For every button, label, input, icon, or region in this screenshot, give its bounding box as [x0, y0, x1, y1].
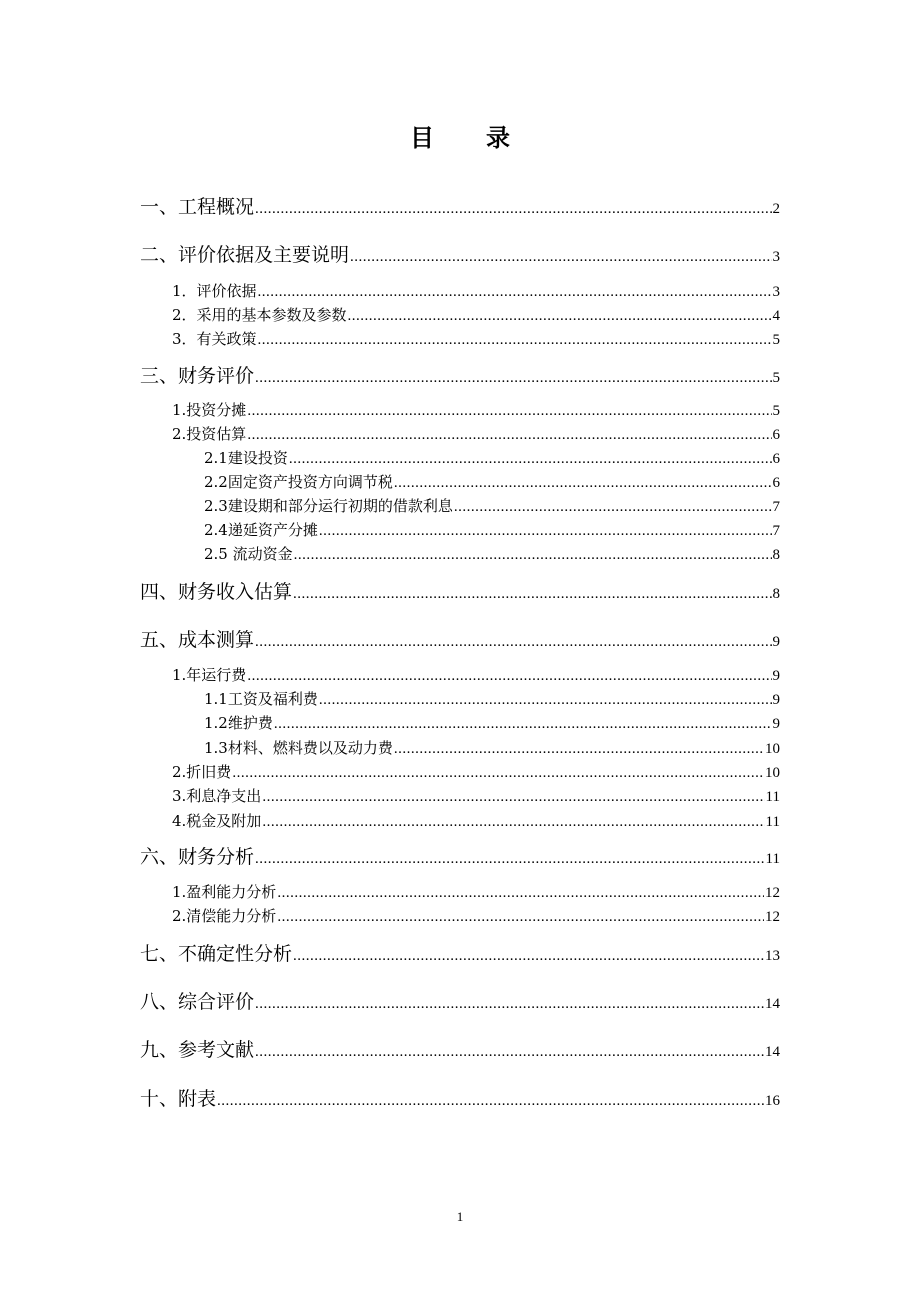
toc-entry-page: 11: [765, 851, 780, 867]
toc-leader-dots: [255, 997, 764, 1012]
toc-entry-text: 2.4递延资产分摊: [204, 521, 318, 539]
toc-entry-text: 1.3材料、燃料费以及动力费: [204, 739, 393, 757]
toc-entry-page: 14: [765, 996, 780, 1012]
toc-leader-dots: [293, 949, 764, 964]
toc-leader-dots: [394, 476, 772, 491]
toc-leader-dots: [258, 285, 772, 300]
toc-entry-text: 2.投资估算: [172, 425, 247, 443]
toc-leader-dots: [255, 852, 765, 867]
toc-entry-page: 11: [765, 789, 780, 805]
toc-leader-dots: [217, 1094, 764, 1109]
toc-entry-page: 8: [772, 547, 780, 563]
toc-leader-dots: [255, 635, 771, 650]
toc-entry-text: 2.清偿能力分析: [172, 907, 277, 925]
toc-leader-dots: [274, 717, 772, 732]
toc-entry-text: 3.利息净支出: [172, 787, 262, 805]
toc-leader-dots: [262, 815, 764, 830]
toc-entry-text: 2.2固定资产投资方向调节税: [204, 473, 393, 491]
toc-entry-text: 八、综合评价: [140, 991, 255, 1013]
toc-leader-dots: [350, 250, 771, 265]
toc-leader-dots: [255, 202, 771, 217]
toc-title-part1: 目: [410, 124, 434, 152]
toc-entry-text: 七、不确定性分析: [140, 943, 293, 965]
toc-entry-text: 四、财务收入估算: [140, 581, 293, 603]
toc-entry-page: 5: [772, 403, 780, 419]
toc-entry-page: 10: [765, 741, 780, 757]
toc-entry-page: 8: [772, 586, 780, 602]
toc-entry-text: 五、成本测算: [140, 629, 255, 651]
toc-leader-dots: [247, 669, 771, 684]
toc-entry-page: 4: [772, 308, 780, 324]
toc-leader-dots: [294, 548, 772, 563]
toc-entry-page: 7: [772, 523, 780, 539]
toc-leader-dots: [247, 428, 771, 443]
toc-leader-dots: [258, 333, 772, 348]
toc-entry-page: 12: [765, 909, 780, 925]
toc-entry-text: 1.2维护费: [204, 714, 273, 732]
toc-leader-dots: [255, 1045, 764, 1060]
toc-entry-text: 二、评价依据及主要说明: [140, 244, 350, 266]
toc-entry-page: 5: [772, 370, 780, 386]
toc-entry-page: 7: [772, 499, 780, 515]
toc-title-part2: 录: [486, 124, 510, 152]
toc-entry-text: 一、工程概况: [140, 196, 255, 218]
toc-entry-page: 2: [772, 201, 780, 217]
toc-leader-dots: [232, 766, 764, 781]
toc-entry-text: 1.投资分摊: [172, 401, 247, 419]
toc-entry-page: 9: [772, 692, 780, 708]
toc-entry-text: 1.盈利能力分析: [172, 883, 277, 901]
toc-entry-page: 16: [765, 1093, 780, 1109]
toc-entry-text: 4.税金及附加: [172, 812, 262, 830]
toc-entry-text: 1.1工资及福利费: [204, 690, 318, 708]
toc-entry-text: 2.3建设期和部分运行初期的借款利息: [204, 497, 453, 515]
page-number: 1: [456, 1209, 464, 1224]
toc-leader-dots: [277, 886, 764, 901]
toc-entry-text: 1．评价依据: [172, 282, 257, 300]
toc-entry-text: 三、财务评价: [140, 365, 255, 387]
toc-leader-dots: [319, 693, 772, 708]
toc-leader-dots: [293, 587, 771, 602]
toc-entry-page: 9: [772, 668, 780, 684]
toc-entry-text: 3．有关政策: [172, 330, 257, 348]
toc-entry-text: 1.年运行费: [172, 666, 247, 684]
toc-entry-page: 6: [772, 475, 780, 491]
toc-entry-text: 六、财务分析: [140, 846, 255, 868]
toc-entry-text: 十、附表: [140, 1088, 217, 1110]
toc-entry-page: 6: [772, 427, 780, 443]
toc-leader-dots: [255, 371, 771, 386]
toc-leader-dots: [348, 309, 772, 324]
toc-entry-page: 3: [772, 284, 780, 300]
toc-entry-text: 九、参考文献: [140, 1039, 255, 1061]
toc-title: [0, 118, 920, 153]
toc-leader-dots: [277, 910, 764, 925]
toc-entry-page: 12: [765, 885, 780, 901]
toc-leader-dots: [319, 524, 772, 539]
toc-entry-text: 2.5 流动资金: [204, 545, 293, 563]
toc-entry-page: 11: [765, 814, 780, 830]
toc-entry-text: 2.1建设投资: [204, 449, 288, 467]
toc-entry-page: 3: [772, 249, 780, 265]
toc-entry-page: 9: [772, 634, 780, 650]
toc-leader-dots: [262, 790, 764, 805]
toc-leader-dots: [247, 404, 771, 419]
toc-entry-page: 9: [772, 716, 780, 732]
toc-entry-page: 10: [765, 765, 780, 781]
toc-entry-page: 5: [772, 332, 780, 348]
toc-leader-dots: [289, 452, 772, 467]
toc-entry-page: 14: [765, 1044, 780, 1060]
toc-leader-dots: [394, 742, 764, 757]
toc-leader-dots: [454, 500, 772, 515]
toc-entry-page: 6: [772, 451, 780, 467]
toc-entry-page: 13: [765, 948, 780, 964]
toc-entry-text: 2.折旧费: [172, 763, 232, 781]
toc-entry-text: 2．采用的基本参数及参数: [172, 306, 347, 324]
